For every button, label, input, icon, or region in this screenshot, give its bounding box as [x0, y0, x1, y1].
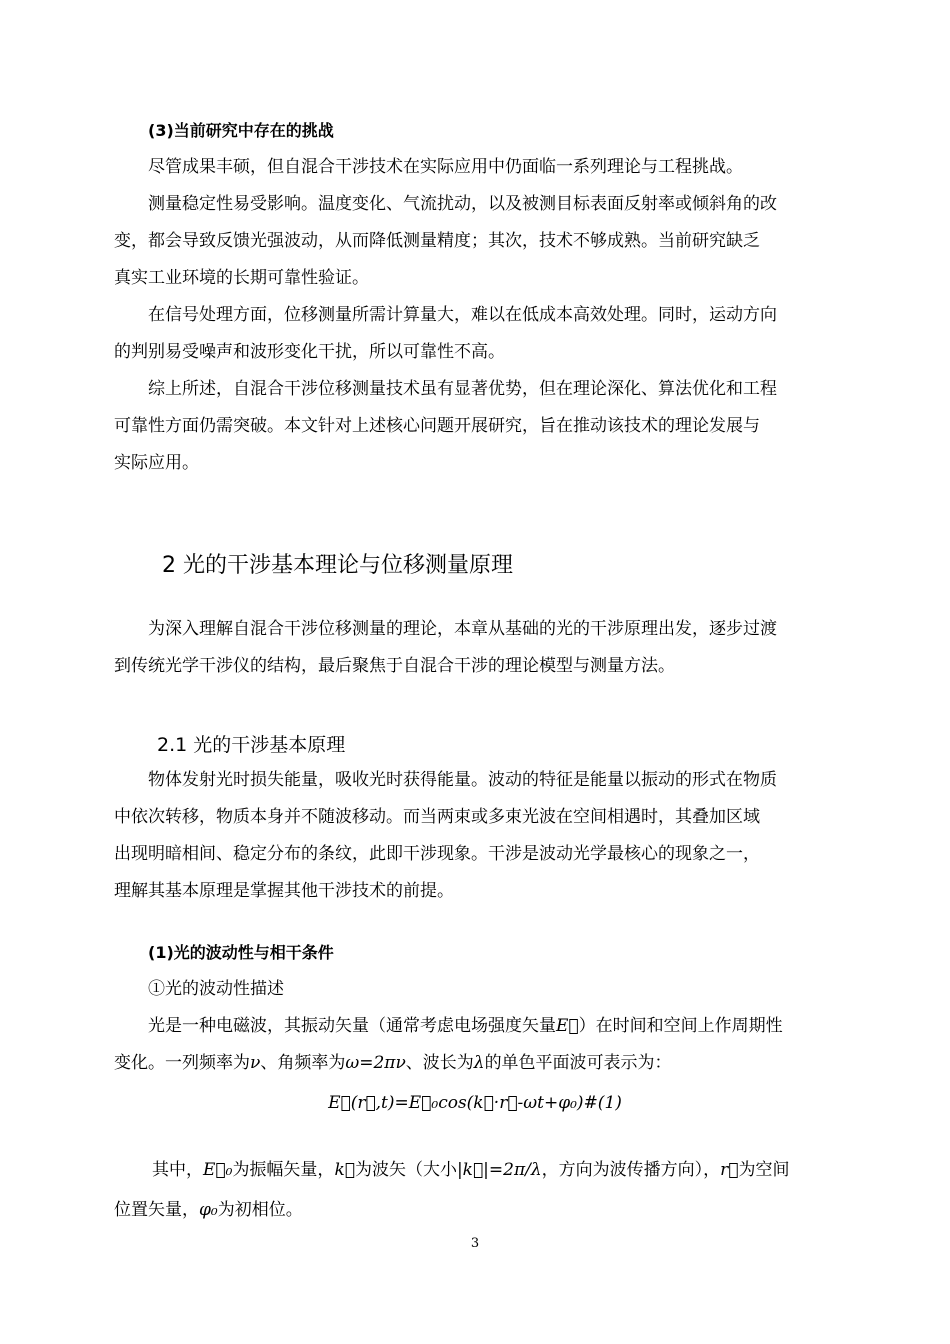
paragraph-interference-basics: 物体发射光时损失能量，吸收光时获得能量。波动的特征是能量以振动的形式在物质 中依次转移，物质本身并不随波移动。而当两束或多束光波在空间相遇时，其叠加区域 出现明暗相间、稳定分布的条纹，此即干涉现象。干涉是波动光学最核心的现象之一， 理解其基本原理是掌握其他干涉技术的前提。	[114, 770, 777, 901]
symbol-nu: ν	[250, 1053, 261, 1073]
paragraph-challenges-intro: 尽管成果丰硕，但自混合干涉技术在实际应用中仍面临一系列理论与工程挑战。	[148, 157, 743, 177]
symbol-omega: ω=2πν	[345, 1053, 406, 1073]
paragraph-signal-processing: 在信号处理方面，位移测量所需计算量大，难以在低成本高效处理。同时，运动方向 的判别易受噪声和波形变化干扰，所以可靠性不高。	[114, 305, 777, 362]
paragraph-wave-definition: 光是一种电磁波，其振动矢量（通常考虑电场强度矢量E⃗）在时间和空间上作周期性 变化。一列频率为ν、角频率为ω=2πν、波长为λ的单色平面波可表示为：	[114, 1016, 783, 1073]
equation-1: E⃗(r⃗,t)=E⃗₀cos(k⃗·r⃗-ωt+φ₀)#(1)	[328, 1093, 622, 1113]
paragraph-summary: 综上所述，自混合干涉位移测量技术虽有显著优势，但在理论深化、算法优化和工程 可靠性方面仍需突破。本文针对上述核心问题开展研究，旨在推动该技术的理论发展与 实际应用。	[114, 379, 777, 473]
paragraph-chapter-intro: 为深入理解自混合干涉位移测量的理论，本章从基础的光的干涉原理出发，逐步过渡 到传统光学干涉仪的结构，最后聚焦于自混合干涉的理论模型与测量方法。	[114, 619, 777, 676]
chapter-title: 2 光的干涉基本理论与位移测量原理	[162, 553, 513, 578]
page-number: 3	[470, 1236, 480, 1251]
symbol-E: E⃗	[556, 1016, 579, 1036]
item-wave-description: ①光的波动性描述	[148, 979, 284, 999]
subsection-heading-wave-nature: (1)光的波动性与相干条件	[148, 943, 334, 962]
paragraph-symbol-definitions: 其中，E⃗₀为振幅矢量，k⃗为波矢（大小|k⃗|=2π/λ，方向为波传播方向），r⃗为空间 位置矢量，φ₀为初相位。	[114, 1160, 790, 1220]
symbol-lambda: λ	[473, 1053, 485, 1073]
subsection-heading-challenges: (3)当前研究中存在的挑战	[148, 121, 334, 140]
section-title: 2.1 光的干涉基本原理	[157, 734, 346, 756]
paragraph-stability: 测量稳定性易受影响。温度变化、气流扰动，以及被测目标表面反射率或倾斜角的改 变，都会导致反馈光强波动，从而降低测量精度；其次，技术不够成熟。当前研究缺乏 真实工业环境的长期可靠性验证。	[114, 194, 777, 288]
